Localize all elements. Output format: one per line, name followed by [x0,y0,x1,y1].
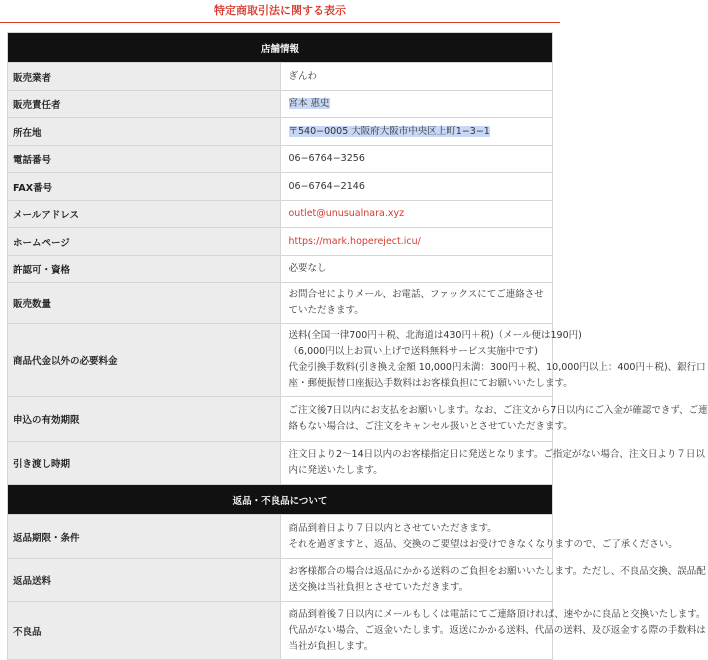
row-label-seller: 販売業者 [8,63,281,91]
table-row [8,397,553,442]
page-title: 特定商取引法に関する表示 [0,0,560,23]
email-link[interactable]: outlet@unusualnara.xyz [288,208,405,219]
row-label-extra-fees: 商品代金以外の必要料金 [8,324,281,397]
row-value-license: 必要なし [280,256,553,283]
table-row [8,91,553,118]
text-line: 商品到着後７日以内にメールもしくは電話にてご連絡頂ければ、速やかに良品と交換いたします。 [288,608,706,620]
text-line: 内に発送いたします。 [288,465,383,476]
text-line: 当社が負担します。 [288,640,374,652]
table-row [8,63,553,91]
row-label-validity: 申込の有効期限 [8,397,281,442]
row-value-extra-fees [280,324,706,397]
text-line: ご注文後7日以内にお支払をお願いします。なお、ご注文から7日以内にご入金が確認できず、ご連 [288,405,708,416]
table-row [8,118,553,146]
section-header-row [8,485,553,515]
row-value-defective [280,602,706,660]
row-label-address: 所在地 [8,118,281,146]
table-row [8,201,553,228]
text-line: 座・郵便振替口座振込手数料はお客様負担にてお願いいたします。 [288,378,573,389]
row-value-fax: 06−6764−2146 [280,173,553,201]
table-row [8,515,553,559]
row-label-email: メールアドレス [8,201,281,228]
table-row [8,442,553,485]
table-row [8,256,553,283]
homepage-link[interactable]: https://mark.hopereject.icu/ [288,235,421,247]
row-label-return-terms: 返品期限・条件 [8,515,281,559]
selected-text: 宮本 惠史 [288,98,330,109]
row-label-delivery: 引き渡し時期 [8,442,281,485]
text-line: 絡もない場合は、ご注文をキャンセル扱いとさせていただきます。 [288,421,573,432]
text-line: 代金引換手数料(引き換え金額 10,000円未満：300円＋税、10,000円以上：400円＋税)、銀行口 [288,362,706,373]
table-row [8,324,553,397]
section-header-row [8,33,553,63]
table-row [8,283,553,324]
row-label-homepage: ホームページ [8,228,281,256]
row-value-phone: 06−6764−3256 [280,146,553,173]
row-label-quantity: 販売数量 [8,283,281,324]
row-value-return-shipping [280,559,706,602]
table-row [8,559,553,602]
text-line: （6,000円以上お買い上げで送料無料サービス実施中です) [288,346,538,357]
text-line: 送料(全国一律700円＋税、北海道は430円＋税)（メール便は190円) [288,330,582,341]
text-line: それを過ぎますと、返品、交換のご要望はお受けできなくなりますので、ご了承ください。 [288,538,678,550]
row-value-address [280,118,553,146]
text-line: お客様都合の場合は返品にかかる送料のご負担をお願いいたします。ただし、不良品交換、誤品配 [288,566,706,577]
table-row [8,228,553,256]
table-row [8,173,553,201]
row-label-fax: FAX番号 [8,173,281,201]
selected-text: 〒540−0005 大阪府大阪市中央区上町1−3−1 [288,125,490,137]
row-label-manager: 販売責任者 [8,91,281,118]
row-value-manager [280,91,553,118]
row-value-quantity: お問合せによりメール、お電話、ファックスにてご連絡させていただきます。 [280,283,553,324]
row-value-return-terms [280,515,678,559]
text-line: 送交換は当社負担とさせていただきます。 [288,582,469,593]
legal-info-table [7,32,708,660]
row-label-phone: 電話番号 [8,146,281,173]
table-row [8,146,553,173]
row-value-validity [280,397,708,442]
row-label-defective: 不良品 [8,602,281,660]
row-label-license: 許認可・資格 [8,256,281,283]
text-line: 商品到着日より７日以内とさせていただきます。 [288,522,497,534]
row-value-seller: ぎんわ [280,63,553,91]
text-line: 代品がない場合、ご返金いたします。返送にかかる送料、代品の送料、及び返金する際の手数料は [288,624,706,636]
row-value-delivery [280,442,705,485]
table-row [8,602,553,660]
store-info-header: 店舗情報 [8,33,553,63]
returns-header: 返品・不良品について [8,485,553,515]
row-label-return-shipping: 返品送料 [8,559,281,602]
text-line: 注文日より2〜14日以内のお客様指定日に発送となります。ご指定がない場合、注文日より７日以 [288,449,705,460]
